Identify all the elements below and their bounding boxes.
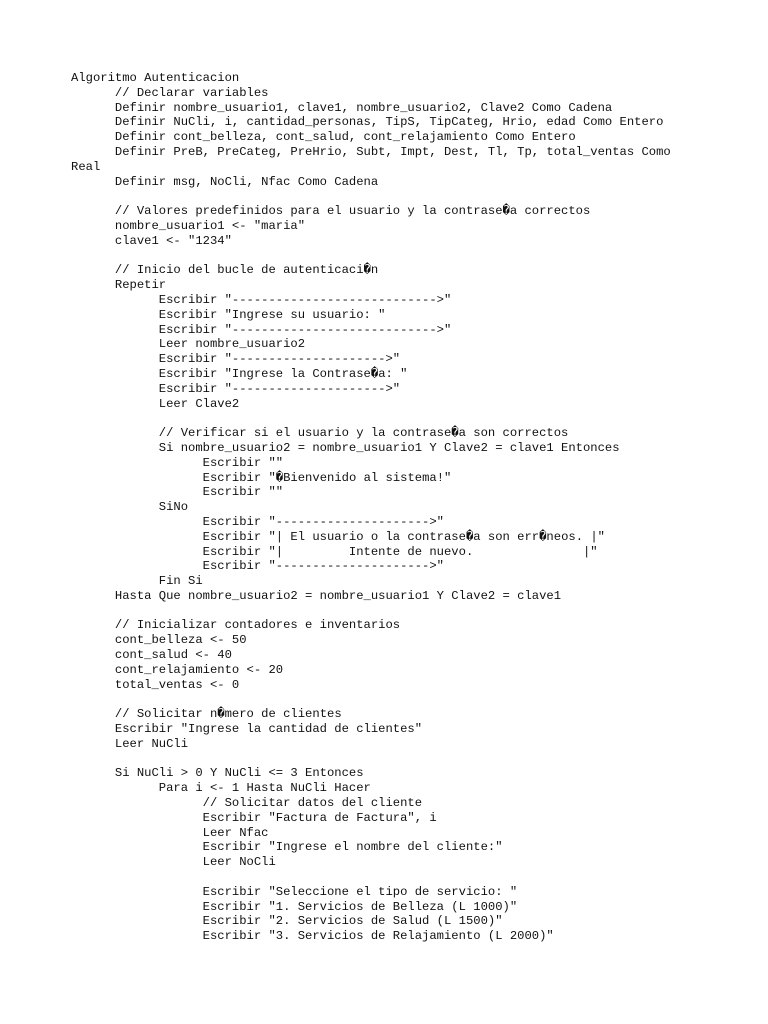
code-line: cont_salud <- 40 [71,648,232,663]
code-line: Definir msg, NoCli, Nfac Como Cadena [71,174,379,189]
code-line: SiNo [71,500,189,515]
code-line: Escribir "Ingrese el nombre del cliente:" [71,840,503,855]
code-line: Escribir "Ingrese su usuario: " [71,307,386,322]
code-line: Leer nombre_usuario2 [71,337,306,352]
code-line: Escribir "" [71,455,284,470]
code-line: // Valores predefinidos para el usuario y la contrase�a correctos [71,204,591,219]
code-line: Si nombre_usuario2 = nombre_usuario1 Y Clave2 = clave1 Entonces [71,440,620,455]
code-line: Repetir [71,278,167,293]
code-line: Definir cont_belleza, cont_salud, cont_relajamiento Como Entero [71,130,576,145]
code-line: clave1 <- "1234" [71,233,232,248]
code-line [71,189,711,204]
code-line: Escribir "Seleccione el tipo de servicio: " [71,884,518,899]
code-line: Escribir "--------------------->" [71,514,444,529]
code-line [71,604,711,619]
code-line: Escribir "--------------------->" [71,381,401,396]
code-line: Escribir "--------------------->" [71,559,444,574]
code-line: Escribir "--------------------->" [71,352,401,367]
code-line: Para i <- 1 Hasta NuCli Hacer [71,781,371,796]
code-line: // Verificar si el usuario y la contrase�a son correctos [71,426,569,441]
code-line: Escribir "3. Servicios de Relajamiento (L 2000)" [71,929,554,944]
code-line: cont_relajamiento <- 20 [71,662,284,677]
code-line: // Solicitar datos del cliente [71,796,423,811]
code-line: Definir nombre_usuario1, clave1, nombre_usuario2, Clave2 Como Cadena [71,100,613,115]
code-line [71,411,711,426]
code-line: Escribir "| Intente de nuevo. |" [71,544,598,559]
code-line: // Declarar variables [71,85,269,100]
code-line: Hasta Que nombre_usuario2 = nombre_usuario1 Y Clave2 = clave1 [71,588,562,603]
code-line: Leer NuCli [71,736,189,751]
code-line: Escribir "1. Servicios de Belleza (L 1000)" [71,899,518,914]
code-line: Escribir "| El usuario o la contrase�a son err�neos. |" [71,529,605,544]
code-line: Escribir "Ingrese la cantidad de clientes" [71,722,423,737]
document-body [71,71,711,944]
code-line: // Inicializar contadores e inventarios [71,618,401,633]
code-line: // Solicitar n�mero de clientes [71,707,342,722]
code-line: Escribir "2. Servicios de Salud (L 1500)" [71,914,503,929]
code-line: Leer Clave2 [71,396,240,411]
code-line [71,870,711,885]
code-line: Leer Nfac [71,825,269,840]
code-line: nombre_usuario1 <- "maria" [71,218,306,233]
code-line: Escribir "---------------------------->" [71,292,452,307]
code-line: Definir NuCli, i, cantidad_personas, TipS, TipCateg, Hrio, edad Como Entero [71,115,664,130]
code-line: total_ventas <- 0 [71,677,240,692]
code-line [71,249,711,264]
code-line: Escribir "Factura de Factura", i [71,810,437,825]
code-line: Definir PreB, PreCateg, PreHrio, Subt, Impt, Dest, Tl, Tp, total_ventas Como [71,144,671,159]
code-line: Algoritmo Autenticacion [71,71,240,85]
code-line: cont_belleza <- 50 [71,633,247,648]
code-line: Escribir "Ingrese la Contrase�a: " [71,366,408,381]
code-line [71,692,711,707]
code-line: Leer NoCli [71,855,276,870]
code-line: // Inicio del bucle de autenticaci�n [71,263,379,278]
code-line: Escribir "�Bienvenido al sistema!" [71,470,452,485]
code-line: Escribir "" [71,485,284,500]
code-line: Real [71,159,101,174]
code-line: Fin Si [71,574,203,589]
code-line: Si NuCli > 0 Y NuCli <= 3 Entonces [71,766,364,781]
code-line [71,752,711,767]
code-line: Escribir "---------------------------->" [71,322,452,337]
